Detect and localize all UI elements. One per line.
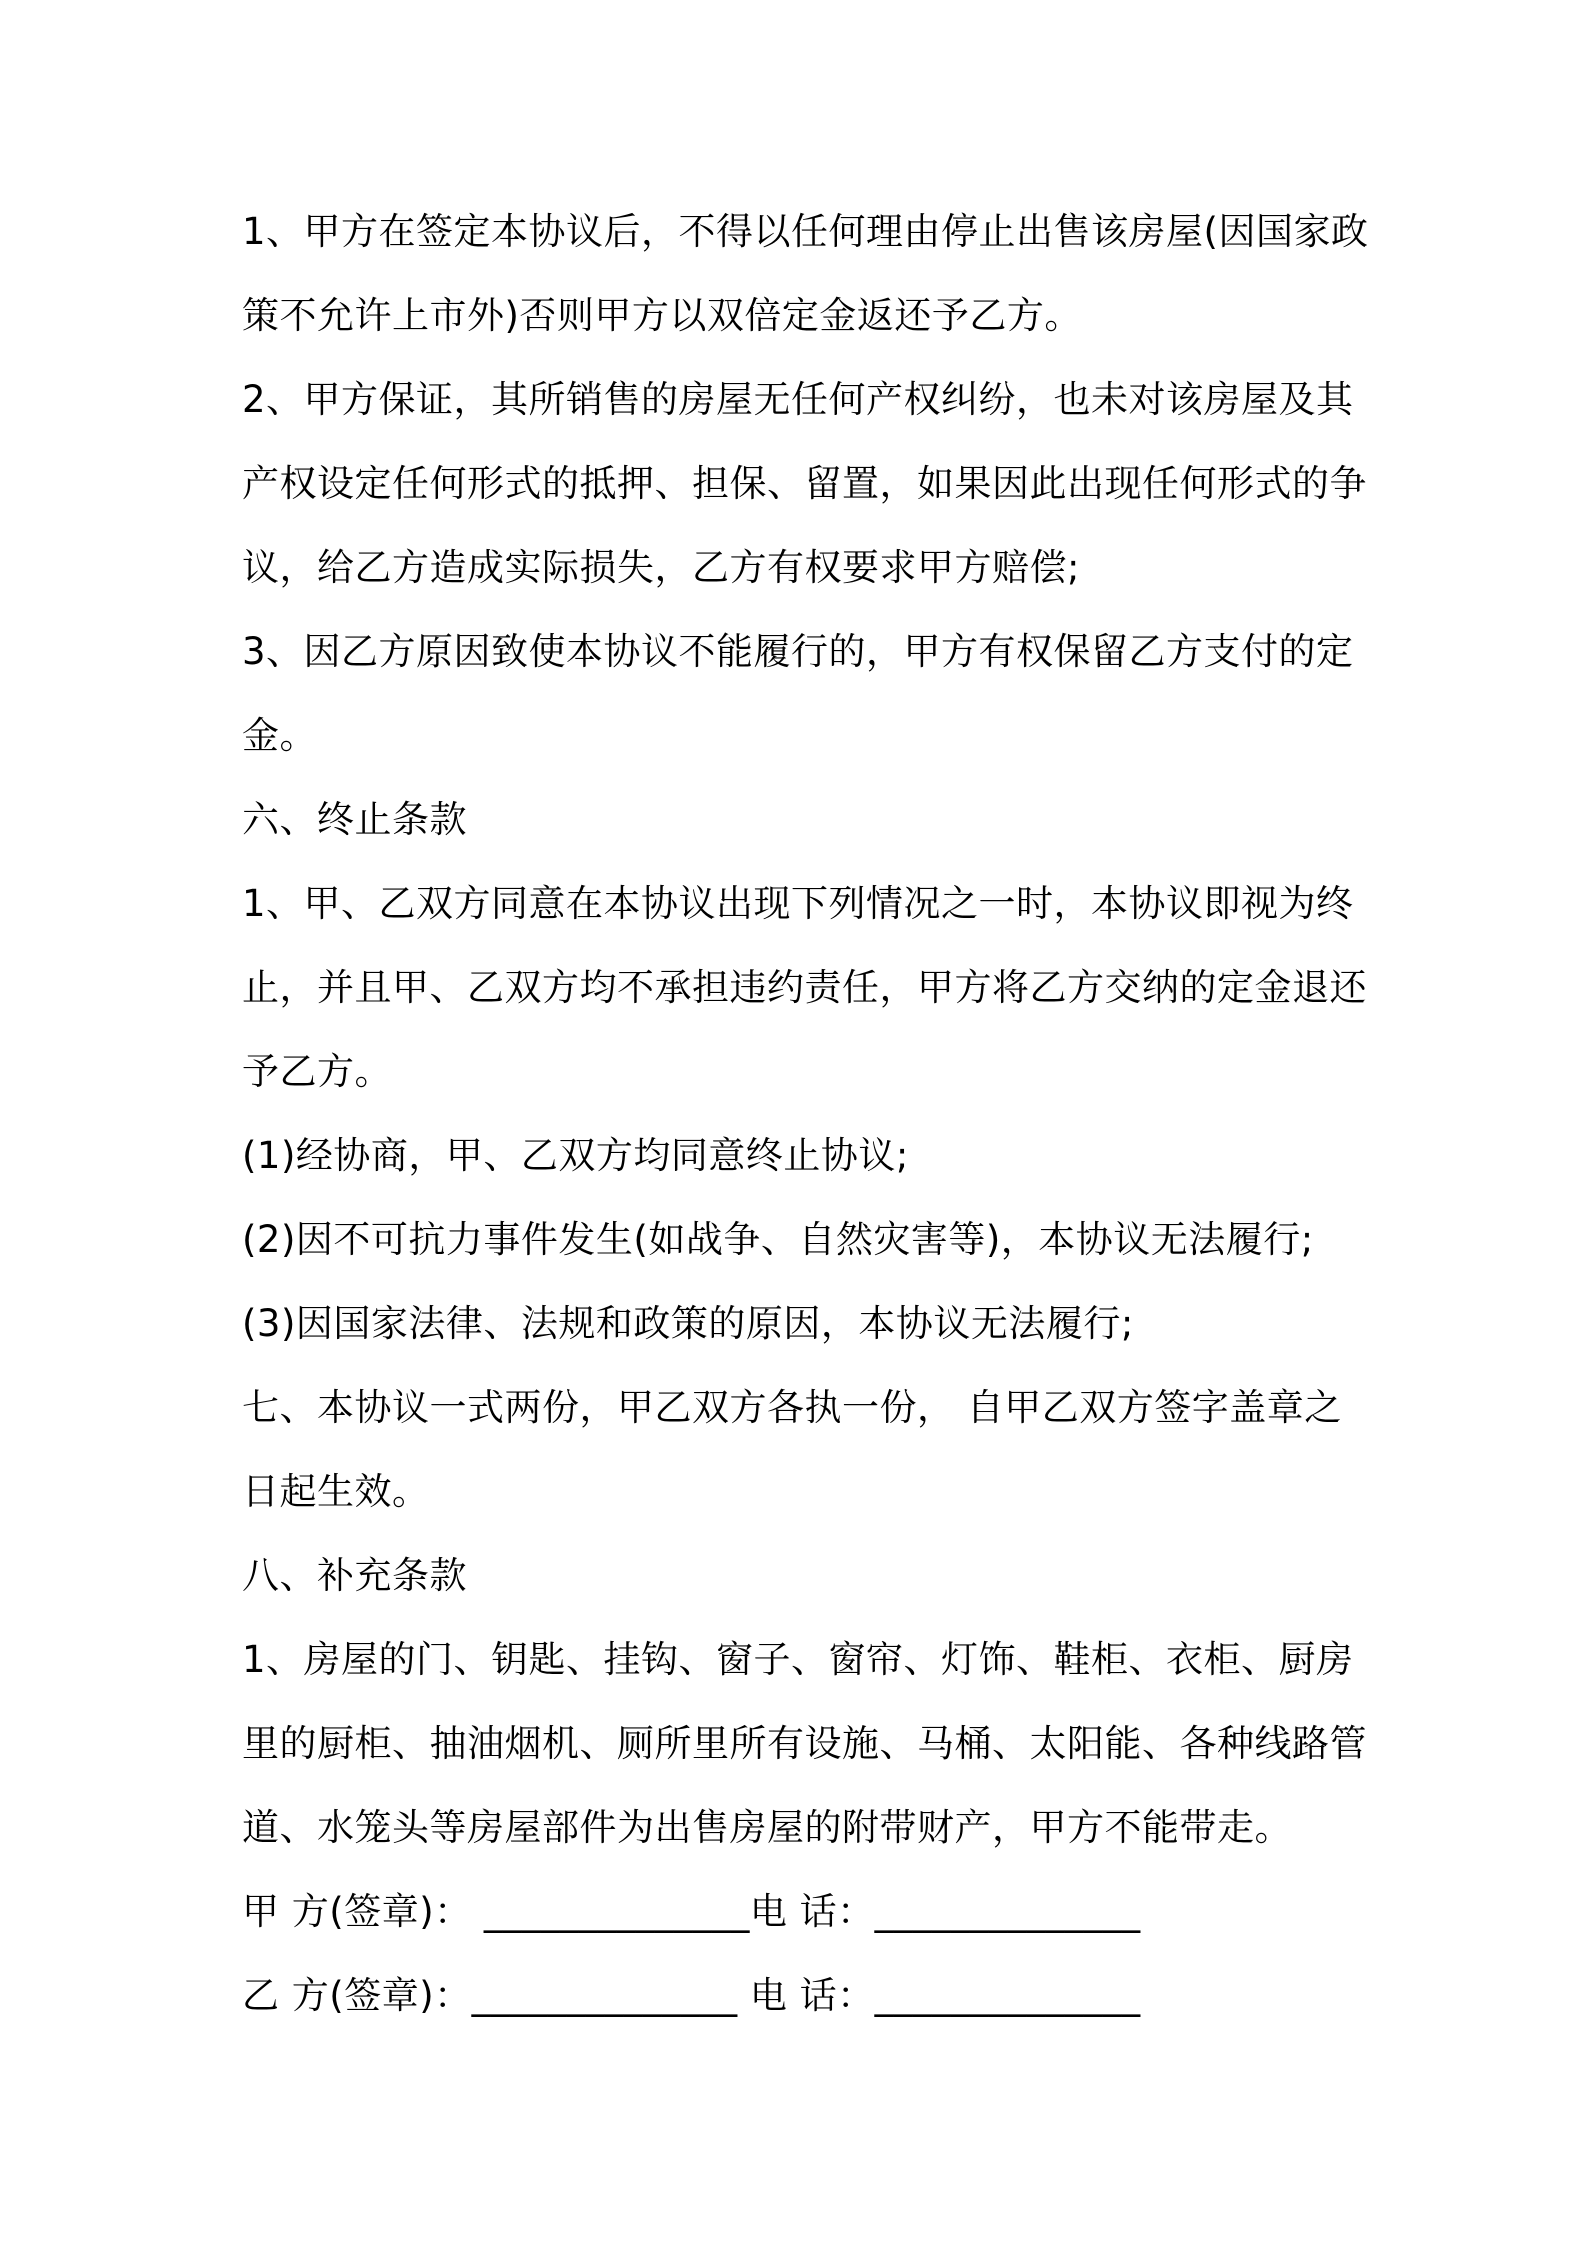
section-heading: 六、终止条款	[242, 798, 467, 841]
text-line: 七、本协议一式两份，甲乙双方各执一份， 自甲乙双方签字盖章之	[242, 1386, 1342, 1429]
party-a-phone-blank: ______________	[874, 1890, 1141, 1933]
text-line: (1)经协商，甲、乙双方均同意终止协议;	[242, 1134, 909, 1177]
text-line: 1、甲、乙双方同意在本协议出现下列情况之一时，本协议即视为终	[242, 882, 1354, 925]
text-line: 1、甲方在签定本协议后，不得以任何理由停止出售该房屋(因国家政	[242, 210, 1369, 253]
document-body	[242, 190, 1369, 2038]
text-line: 道、水笼头等房屋部件为出售房屋的附带财产，甲方不能带走。	[242, 1806, 1292, 1849]
party-b-phone-blank: ______________	[874, 1974, 1141, 2017]
text-line: 止，并且甲、乙双方均不承担违约责任，甲方将乙方交纳的定金退还	[242, 966, 1367, 1009]
party-b-signature-blank: ______________	[471, 1974, 738, 2017]
text-line: 予乙方。	[242, 1050, 392, 1093]
text-line: 金。	[242, 714, 317, 757]
text-line: 里的厨柜、抽油烟机、厕所里所有设施、马桶、太阳能、各种线路管	[242, 1722, 1367, 1765]
text-line: (3)因国家法律、法规和政策的原因，本协议无法履行;	[242, 1302, 1134, 1345]
party-a-phone-label: 电 话：	[749, 1890, 875, 1933]
text-line: 2、甲方保证，其所销售的房屋无任何产权纠纷，也未对该房屋及其	[242, 378, 1354, 421]
text-line: 1、房屋的门、钥匙、挂钩、窗子、窗帘、灯饰、鞋柜、衣柜、厨房	[242, 1638, 1354, 1681]
signature-row-party-b	[242, 1954, 1357, 2038]
section-heading: 八、补充条款	[242, 1554, 467, 1597]
text-line: 日起生效。	[242, 1470, 430, 1513]
text-line: 策不允许上市外)否则甲方以双倍定金返还予乙方。	[242, 294, 1082, 337]
text-line: (2)因不可抗力事件发生(如战争、自然灾害等)，本协议无法履行;	[242, 1218, 1314, 1261]
signature-row-party-a	[242, 1870, 1357, 1954]
party-b-phone-label: 电 话：	[737, 1974, 875, 2017]
party-b-signature-label: 乙 方(签章)：	[242, 1974, 472, 2017]
text-line: 议，给乙方造成实际损失，乙方有权要求甲方赔偿;	[242, 546, 1080, 589]
text-line: 3、因乙方原因致使本协议不能履行的，甲方有权保留乙方支付的定	[242, 630, 1354, 673]
party-a-signature-label: 甲 方(签章)：	[242, 1890, 472, 1933]
text-line: 产权设定任何形式的抵押、担保、留置，如果因此出现任何形式的争	[242, 462, 1367, 505]
party-a-signature-blank: ______________	[471, 1890, 750, 1933]
